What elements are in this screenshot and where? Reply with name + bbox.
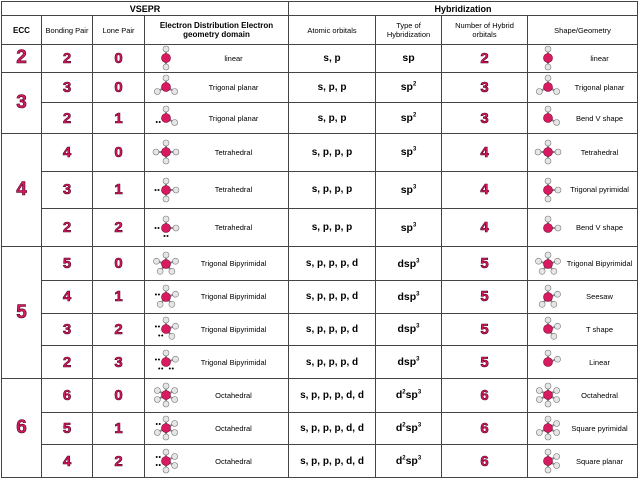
hybridization-prefix: d <box>395 389 403 402</box>
hybrid-orbital-count-value: 6 <box>442 445 528 478</box>
hybridization-superscript: 3 <box>417 389 422 396</box>
hybridization-type-value <box>376 346 442 379</box>
electron-geometry-cell <box>145 72 289 103</box>
table-row <box>2 209 638 247</box>
hybridization-prefix: d <box>395 422 403 435</box>
shape-label: Square pyrimidal <box>571 423 628 433</box>
ecc-header: ECC <box>2 16 42 45</box>
lone-pair-value: 0 <box>93 133 145 171</box>
shape-cell <box>528 45 638 73</box>
hybrid-orbital-count-value: 4 <box>442 171 528 209</box>
hybridization-superscript: 3 <box>417 422 422 429</box>
shape-cell <box>528 247 638 281</box>
hybridization-base: sp <box>405 422 418 435</box>
lone-pair-value: 3 <box>93 346 145 379</box>
hybridization-prefix-superscript: 2 <box>402 389 406 396</box>
atomic-orbitals-value: s, p, p <box>289 72 376 103</box>
hybridization-type-header: Type of Hybridization <box>376 16 442 45</box>
shape-cell <box>528 378 638 412</box>
bonding-pair-value: 2 <box>42 346 93 379</box>
shape-cell <box>528 313 638 346</box>
molecule-icon <box>149 284 183 310</box>
electron-geometry-cell <box>145 247 289 281</box>
electron-geometry-cell <box>145 313 289 346</box>
shape-molecule-icon <box>531 448 565 474</box>
molecule-icon <box>149 382 183 408</box>
hybridization-type-value <box>376 412 442 445</box>
molecule-icon <box>149 45 183 71</box>
electron-geometry-label: Trigonal Bipyrimidal <box>200 259 267 268</box>
hybridization-base: dsp <box>397 323 417 336</box>
ecc-value: 6 <box>2 378 42 477</box>
electron-geometry-cell <box>145 412 289 445</box>
atomic-orbitals-header: Atomic orbitals <box>289 16 376 45</box>
lone-pair-value: 0 <box>93 72 145 103</box>
hybridization-type-value <box>376 378 442 412</box>
electron-geometry-cell <box>145 445 289 478</box>
lone-pair-header: Lone Pair <box>93 16 145 45</box>
hybridization-type-value <box>376 280 442 313</box>
lone-pair-value: 0 <box>93 45 145 73</box>
shape-geometry-header: Shape/Geometry <box>528 16 638 45</box>
shape-cell <box>528 445 638 478</box>
molecule-icon <box>149 251 183 277</box>
shape-molecule-icon <box>531 284 565 310</box>
hybrid-orbital-count-value: 5 <box>442 280 528 313</box>
electron-geometry-cell <box>145 346 289 379</box>
table-row <box>2 45 638 73</box>
ecc-value: 5 <box>2 247 42 379</box>
hybridization-base: sp <box>405 455 418 468</box>
hybridization-superscript: 3 <box>412 146 417 153</box>
atomic-orbitals-value: s, p, p, p, d <box>289 346 376 379</box>
shape-molecule-icon <box>531 251 565 277</box>
hybridization-type-value <box>376 209 442 247</box>
bonding-pair-value: 5 <box>42 247 93 281</box>
atomic-orbitals-value: s, p <box>289 45 376 73</box>
bonding-pair-value: 3 <box>42 171 93 209</box>
hybridization-type-value <box>376 445 442 478</box>
shape-label: Seesaw <box>586 292 613 302</box>
electron-distribution-header: Electron Distribution Electron geometry domain <box>145 16 289 45</box>
shape-label: T shape <box>586 324 613 334</box>
bonding-pair-value: 5 <box>42 412 93 445</box>
ecc-value: 3 <box>2 72 42 133</box>
atomic-orbitals-value: s, p, p, p, d <box>289 313 376 346</box>
hybridization-base: sp <box>400 221 413 234</box>
electron-geometry-label: Octahedral <box>215 390 252 400</box>
hybrid-orbital-count-value: 4 <box>442 133 528 171</box>
lone-pair-value: 2 <box>93 445 145 478</box>
hybridization-superscript: 3 <box>416 356 420 363</box>
shape-cell <box>528 103 638 134</box>
table-row <box>2 313 638 346</box>
table-row <box>2 103 638 134</box>
hybrid-orbital-count-value: 5 <box>442 346 528 379</box>
table-row <box>2 280 638 313</box>
lone-pair-value: 2 <box>93 313 145 346</box>
atomic-orbitals-value: s, p, p, p, d, d <box>289 378 376 412</box>
hybridization-superscript: 3 <box>412 184 417 191</box>
hybridization-superscript: 3 <box>417 455 422 462</box>
hybridization-type-value <box>376 103 442 134</box>
shape-cell <box>528 346 638 379</box>
electron-geometry-cell <box>145 171 289 209</box>
shape-cell <box>528 209 638 247</box>
shape-cell <box>528 171 638 209</box>
bonding-pair-value: 6 <box>42 378 93 412</box>
table-row <box>2 412 638 445</box>
bonding-pair-value: 4 <box>42 133 93 171</box>
atomic-orbitals-value: s, p, p <box>289 103 376 134</box>
hybrid-orbital-count-value: 5 <box>442 247 528 281</box>
hybridization-type-value <box>376 247 442 281</box>
hybrid-orbital-count-value: 6 <box>442 412 528 445</box>
atomic-orbitals-value: s, p, p, p <box>289 209 376 247</box>
hybridization-type-value <box>376 133 442 171</box>
hybrid-orbital-count-value: 2 <box>442 45 528 73</box>
ecc-value: 2 <box>2 45 42 73</box>
hybridization-base: sp <box>400 183 413 196</box>
electron-geometry-cell <box>145 378 289 412</box>
bonding-pair-value: 4 <box>42 280 93 313</box>
hybridization-type-value <box>376 313 442 346</box>
ecc-value: 4 <box>2 133 42 246</box>
atomic-orbitals-value: s, p, p, p, d, d <box>289 445 376 478</box>
hybridization-type-value <box>376 45 442 73</box>
molecule-icon <box>149 415 183 441</box>
hybridization-base: dsp <box>397 356 417 369</box>
shape-label: Tetrahedral <box>580 147 619 157</box>
molecule-icon <box>149 105 183 131</box>
hybrid-orbital-count-header: Number of Hybrid orbitals <box>442 16 528 45</box>
molecule-icon <box>149 215 183 241</box>
electron-geometry-label: Octahedral <box>215 423 252 433</box>
bonding-pair-value: 2 <box>42 45 93 73</box>
molecule-icon <box>149 448 183 474</box>
molecule-icon <box>149 316 183 342</box>
lone-pair-value: 2 <box>93 209 145 247</box>
atomic-orbitals-value: s, p, p, p <box>289 171 376 209</box>
hybrid-orbital-count-value: 5 <box>442 313 528 346</box>
hybridization-prefix-superscript: 2 <box>402 422 406 429</box>
electron-geometry-label: linear <box>224 53 243 63</box>
atomic-orbitals-value: s, p, p, p, d <box>289 280 376 313</box>
hybrid-orbital-count-value: 3 <box>442 72 528 103</box>
hybridization-prefix-superscript: 2 <box>402 455 406 462</box>
table-row <box>2 72 638 103</box>
lone-pair-value: 1 <box>93 280 145 313</box>
molecule-icon <box>149 139 183 165</box>
shape-molecule-icon <box>531 415 565 441</box>
shape-molecule-icon <box>531 349 565 375</box>
electron-geometry-cell <box>145 133 289 171</box>
shape-label: Trigonal planar <box>574 82 625 92</box>
bonding-pair-value: 2 <box>42 209 93 247</box>
molecule-icon <box>149 74 183 100</box>
molecule-icon <box>149 349 183 375</box>
shape-label: Bend V shape <box>575 223 624 233</box>
atomic-orbitals-value: s, p, p, p, d, d <box>289 412 376 445</box>
bonding-pair-value: 3 <box>42 313 93 346</box>
shape-cell <box>528 72 638 103</box>
hybridization-type-value <box>376 171 442 209</box>
hybrid-orbital-count-value: 4 <box>442 209 528 247</box>
hybridization-base: sp <box>402 52 415 65</box>
electron-geometry-label: Trigonal Bipyrimidal <box>200 357 267 367</box>
electron-geometry-label: Tetrahedral <box>214 223 253 233</box>
shape-label: Octahedral <box>581 390 618 400</box>
hybridization-type-value <box>376 72 442 103</box>
shape-label: linear <box>590 53 609 63</box>
electron-geometry-label: Tetrahedral <box>214 185 253 195</box>
hybridization-base: sp <box>400 81 413 94</box>
hybrid-orbital-count-value: 3 <box>442 103 528 134</box>
hybridization-superscript: 2 <box>412 81 417 88</box>
shape-molecule-icon <box>531 177 565 203</box>
hybridization-header: Hybridization <box>289 2 638 16</box>
bonding-pair-value: 4 <box>42 445 93 478</box>
shape-molecule-icon <box>531 382 565 408</box>
lone-pair-value: 1 <box>93 103 145 134</box>
electron-geometry-label: Trigonal Bipyrimidal <box>200 324 267 334</box>
hybridization-prefix: d <box>395 455 403 468</box>
shape-molecule-icon <box>531 139 565 165</box>
lone-pair-value: 0 <box>93 247 145 281</box>
electron-geometry-cell <box>145 209 289 247</box>
shape-cell <box>528 412 638 445</box>
shape-label: Bend V shape <box>575 113 624 123</box>
shape-label: Linear <box>589 357 610 367</box>
shape-molecule-icon <box>531 45 565 71</box>
hybrid-orbital-count-value: 6 <box>442 378 528 412</box>
shape-molecule-icon <box>531 105 565 131</box>
shape-label: Trigonal pyrimidal <box>570 185 629 195</box>
shape-molecule-icon <box>531 74 565 100</box>
shape-label: Trigonal Bipyrimidal <box>566 259 633 268</box>
hybridization-superscript: 3 <box>416 291 420 298</box>
hybridization-base: dsp <box>397 290 417 303</box>
lone-pair-value: 1 <box>93 171 145 209</box>
hybridization-base: sp <box>400 146 413 159</box>
molecule-icon <box>149 177 183 203</box>
table-row <box>2 247 638 281</box>
shape-label: Square planar <box>575 456 624 466</box>
electron-geometry-label: Trigonal Bipyrimidal <box>200 292 267 302</box>
vsepr-hybridization-table <box>1 1 638 478</box>
hybridization-base: sp <box>405 389 418 402</box>
bonding-pair-value: 2 <box>42 103 93 134</box>
table-row <box>2 445 638 478</box>
shape-molecule-icon <box>531 316 565 342</box>
lone-pair-value: 1 <box>93 412 145 445</box>
shape-cell <box>528 133 638 171</box>
table-row <box>2 133 638 171</box>
hybridization-base: dsp <box>397 257 417 270</box>
atomic-orbitals-value: s, p, p, p <box>289 133 376 171</box>
table-row <box>2 378 638 412</box>
electron-geometry-label: Trigonal planar <box>208 113 259 123</box>
electron-geometry-label: Octahedral <box>215 456 252 466</box>
electron-geometry-cell <box>145 103 289 134</box>
hybridization-superscript: 3 <box>412 222 417 229</box>
electron-geometry-cell <box>145 45 289 73</box>
hybridization-superscript: 2 <box>412 112 417 119</box>
vsepr-header: VSEPR <box>2 2 289 16</box>
lone-pair-value: 0 <box>93 378 145 412</box>
table-row <box>2 171 638 209</box>
electron-geometry-label: Trigonal planar <box>208 82 259 92</box>
electron-geometry-cell <box>145 280 289 313</box>
bonding-pair-header: Bonding Pair <box>42 16 93 45</box>
table-row <box>2 346 638 379</box>
hybridization-superscript: 3 <box>416 323 420 330</box>
hybridization-base: sp <box>400 112 413 124</box>
hybridization-superscript: 3 <box>416 258 420 264</box>
shape-molecule-icon <box>531 215 565 241</box>
atomic-orbitals-value: s, p, p, p, d <box>289 247 376 281</box>
electron-geometry-label: Tetrahedral <box>214 147 253 157</box>
shape-cell <box>528 280 638 313</box>
bonding-pair-value: 3 <box>42 72 93 103</box>
